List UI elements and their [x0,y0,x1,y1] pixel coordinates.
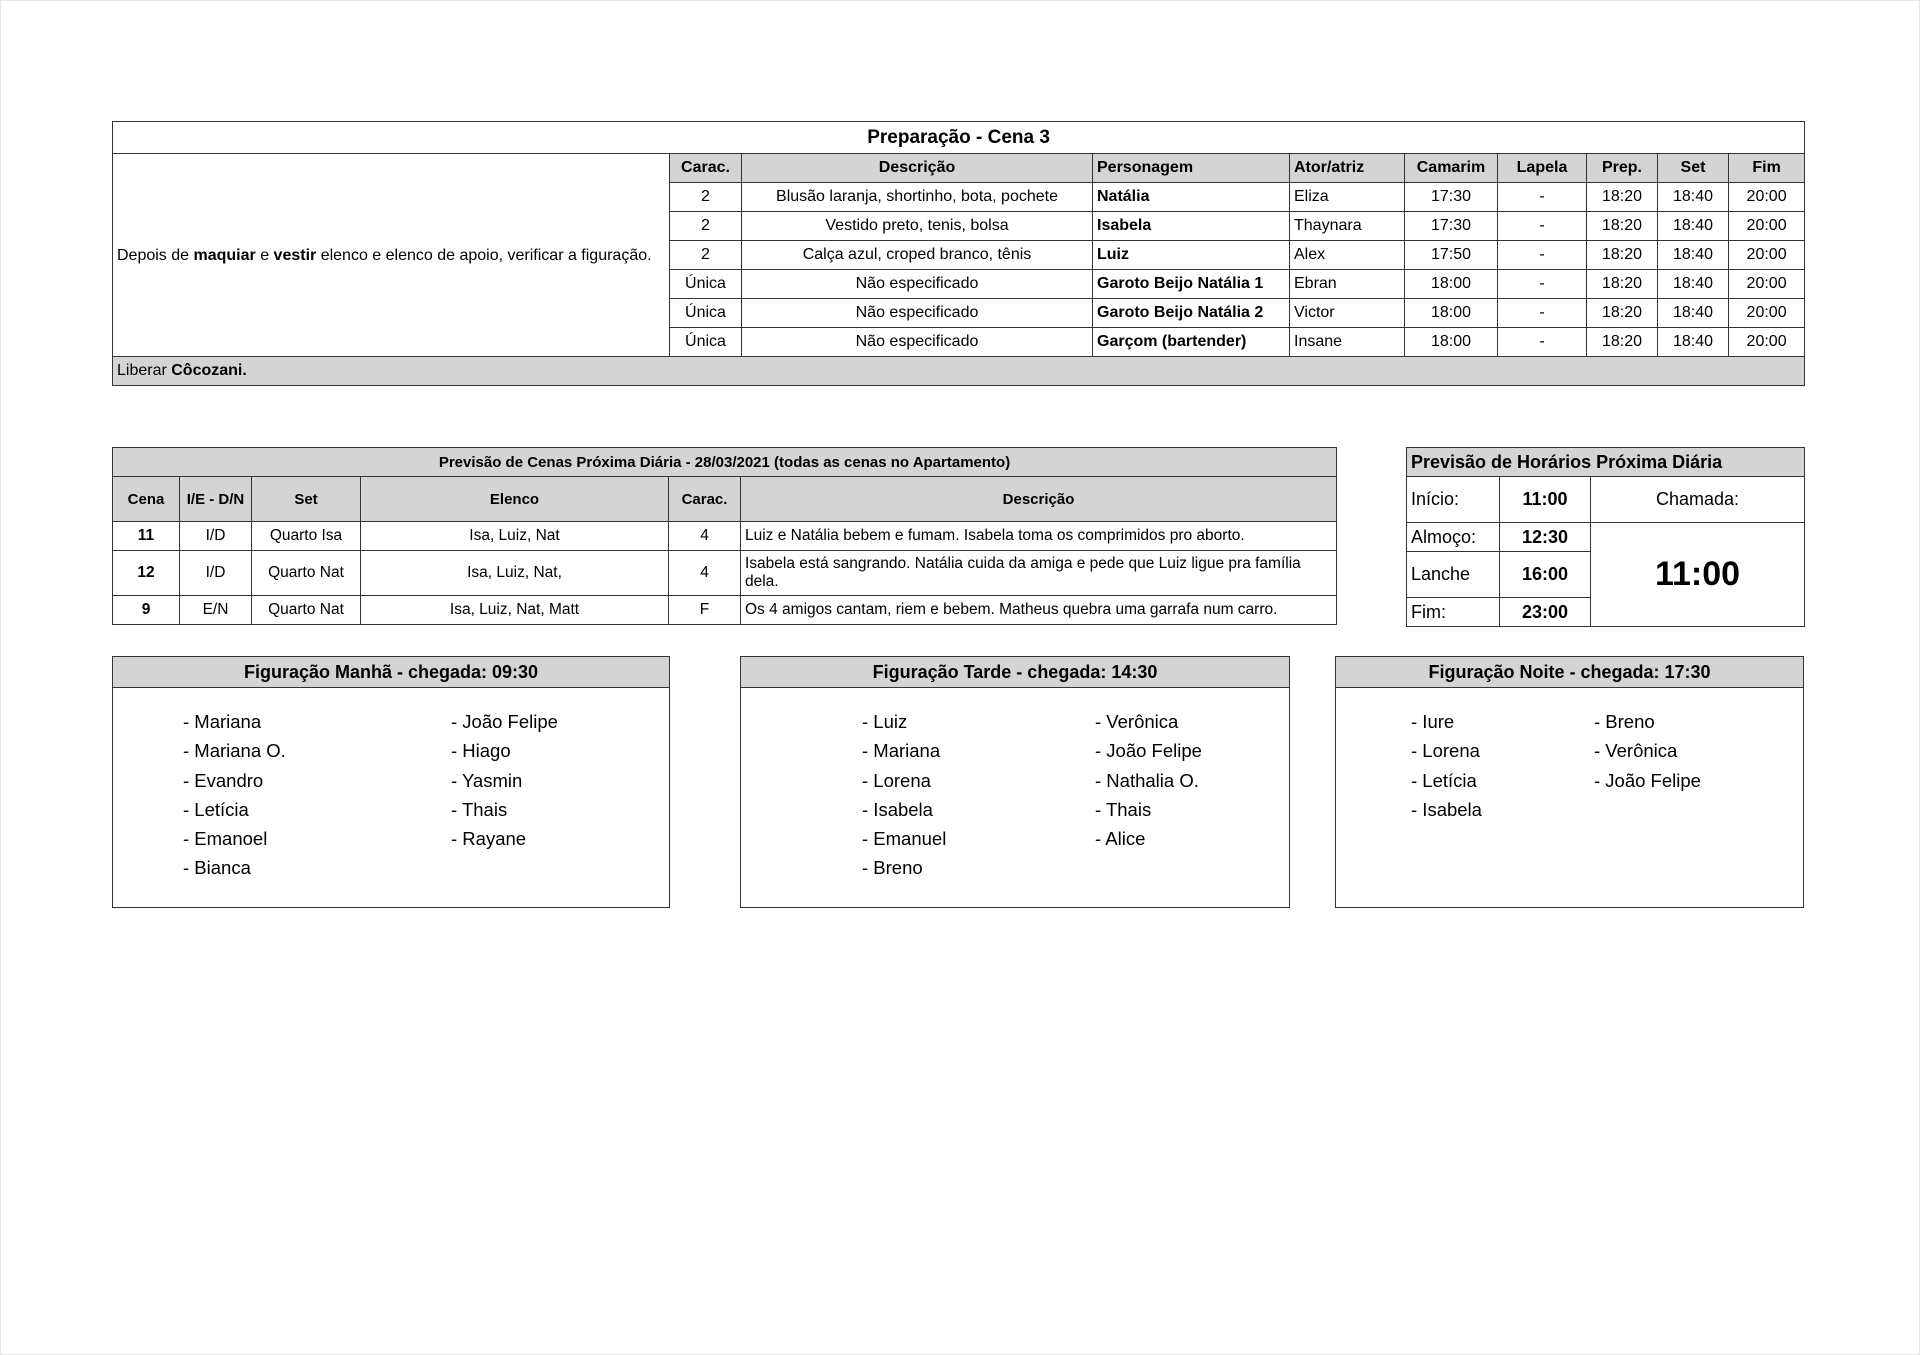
figuracao-tarde-col2 [1095,707,1202,853]
fim-label: Fim: [1407,598,1500,627]
cell-set: 18:40 [1658,328,1729,357]
cell-personagem: Garoto Beijo Natália 2 [1093,299,1290,328]
list-item: - Mariana O. [183,740,286,762]
cell-prep: 18:20 [1587,212,1658,241]
cell-ator: Eliza [1290,183,1405,212]
cell-descricao: Blusão laranja, shortinho, bota, pochete [742,183,1093,212]
cell-descricao: Calça azul, croped branco, tênis [742,241,1093,270]
cell-set: 18:40 [1658,241,1729,270]
chamada-label: Chamada: [1591,477,1805,523]
lanche-label: Lanche [1407,552,1500,598]
cell-set: Quarto Isa [252,522,361,551]
header-carac: Carac. [670,154,742,183]
cell-prep: 18:20 [1587,183,1658,212]
cell-prep: 18:20 [1587,241,1658,270]
cell-ied: I/D [180,551,252,596]
cell-elenco: Isa, Luiz, Nat [361,522,669,551]
preparacao-note: Depois de maquiar e vestir elenco e elenco de apoio, verificar a figuração. [113,154,670,357]
cell-descricao: Isabela está sangrando. Natália cuida da amiga e pede que Luiz ligue pra família dela. [741,551,1337,596]
list-item: - Yasmin [451,769,523,791]
header-elenco: Elenco [361,477,669,522]
cell-prep: 18:20 [1587,270,1658,299]
previsao-horarios-table [1406,447,1805,627]
cell-fim: 20:00 [1729,241,1805,270]
list-item: - Emanuel [862,828,947,850]
figuracao-manha-col2 [451,707,558,853]
cell-prep: 18:20 [1587,299,1658,328]
cell-personagem: Isabela [1093,212,1290,241]
cell-camarim: 18:00 [1405,328,1498,357]
cell-carac: 2 [670,241,742,270]
cell-camarim: 18:00 [1405,299,1498,328]
cell-ator: Ebran [1290,270,1405,299]
cell-personagem: Garoto Beijo Natália 1 [1093,270,1290,299]
figuracao-manha-box [112,656,670,908]
cell-carac: 2 [670,183,742,212]
cell-camarim: 17:50 [1405,241,1498,270]
cell-elenco: Isa, Luiz, Nat, [361,551,669,596]
cell-cena: 12 [113,551,180,596]
list-item: - Isabela [862,798,933,820]
list-item: - Breno [1594,711,1655,732]
header-prep: Prep. [1587,154,1658,183]
cell-ator: Alex [1290,241,1405,270]
chamada-value: 11:00 [1591,523,1805,627]
cell-personagem: Luiz [1093,241,1290,270]
header-carac: Carac. [669,477,741,522]
list-item: - Mariana [862,740,941,762]
inicio-value: 11:00 [1500,477,1591,523]
inicio-label: Início: [1407,477,1500,523]
cell-camarim: 17:30 [1405,212,1498,241]
list-item: - Thais [1095,798,1152,820]
cell-elenco: Isa, Luiz, Nat, Matt [361,596,669,625]
cell-fim: 20:00 [1729,328,1805,357]
cell-camarim: 18:00 [1405,270,1498,299]
almoco-value: 12:30 [1500,523,1591,552]
lanche-value: 16:00 [1500,552,1591,598]
cell-fim: 20:00 [1729,212,1805,241]
previsao-title: Previsão de Cenas Próxima Diária - 28/03/2021 (todas as cenas no Apartamento) [113,448,1337,477]
cell-camarim: 17:30 [1405,183,1498,212]
cell-carac: 2 [670,212,742,241]
list-item: - Emanoel [183,828,268,850]
figuracao-tarde-col1 [862,707,946,883]
cell-prep: 18:20 [1587,328,1658,357]
header-set: Set [1658,154,1729,183]
cell-fim: 20:00 [1729,270,1805,299]
fim-value: 23:00 [1500,598,1591,627]
cell-personagem: Garçom (bartender) [1093,328,1290,357]
cell-set: 18:40 [1658,299,1729,328]
list-item: - Nathalia O. [1095,769,1199,791]
list-item: - Isabela [1411,798,1482,820]
figuracao-manha-col1 [183,707,286,883]
cell-ator: Thaynara [1290,212,1405,241]
cell-carac: Única [670,328,742,357]
header-ied: I/E - D/N [180,477,252,522]
cell-set: Quarto Nat [252,596,361,625]
header-fim: Fim [1729,154,1805,183]
cell-carac: Única [670,299,742,328]
list-item: - Hiago [451,740,511,762]
previsao-cenas-table [112,447,1337,625]
list-item: - Luiz [862,711,908,732]
cell-cena: 9 [113,596,180,625]
cell-descricao: Não especificado [742,328,1093,357]
cell-set: Quarto Nat [252,551,361,596]
cell-descricao: Não especificado [742,270,1093,299]
cell-lapela: - [1498,299,1587,328]
list-item: - João Felipe [1594,769,1701,791]
list-item: - Breno [862,857,923,879]
figuracao-noite-box [1335,656,1804,908]
header-camarim: Camarim [1405,154,1498,183]
cell-lapela: - [1498,270,1587,299]
figuracao-manha-title: Figuração Manhã - chegada: 09:30 [113,657,669,688]
header-set: Set [252,477,361,522]
almoco-label: Almoço: [1407,523,1500,552]
cell-carac: 4 [669,522,741,551]
list-item: - Verônica [1594,740,1678,762]
list-item: - João Felipe [1095,740,1202,762]
cell-lapela: - [1498,241,1587,270]
cell-set: 18:40 [1658,270,1729,299]
cell-descricao: Vestido preto, tenis, bolsa [742,212,1093,241]
cell-fim: 20:00 [1729,299,1805,328]
list-item: - Rayane [451,828,527,850]
cell-ied: E/N [180,596,252,625]
list-item: - Iure [1411,711,1455,732]
cell-descricao: Não especificado [742,299,1093,328]
list-item: - Alice [1095,828,1146,850]
figuracao-noite-col2 [1594,707,1701,795]
cell-carac: F [669,596,741,625]
list-item: - Verônica [1095,711,1179,732]
cell-descricao: Luiz e Natália bebem e fumam. Isabela toma os comprimidos pro aborto. [741,522,1337,551]
header-personagem: Personagem [1093,154,1290,183]
list-item: - Bianca [183,857,251,879]
cell-ator: Insane [1290,328,1405,357]
list-item: - Lorena [862,769,931,791]
cell-carac: 4 [669,551,741,596]
cell-ator: Victor [1290,299,1405,328]
preparacao-table [112,121,1805,386]
cell-lapela: - [1498,328,1587,357]
list-item: - Letícia [1411,769,1477,791]
horarios-title: Previsão de Horários Próxima Diária [1407,448,1805,477]
list-item: - Lorena [1411,740,1480,762]
list-item: - João Felipe [451,711,558,732]
table-row [113,551,1337,596]
figuracao-noite-title: Figuração Noite - chegada: 17:30 [1336,657,1803,688]
list-item: - Mariana [183,711,262,732]
cell-carac: Única [670,270,742,299]
list-item: - Letícia [183,798,249,820]
cell-lapela: - [1498,212,1587,241]
cell-lapela: - [1498,183,1587,212]
preparacao-title: Preparação - Cena 3 [113,122,1805,154]
header-ator: Ator/atriz [1290,154,1405,183]
cell-ied: I/D [180,522,252,551]
header-lapela: Lapela [1498,154,1587,183]
cell-descricao: Os 4 amigos cantam, riem e bebem. Matheus quebra uma garrafa num carro. [741,596,1337,625]
table-row [113,522,1337,551]
table-row [113,596,1337,625]
list-item: - Thais [451,798,508,820]
header-descricao: Descrição [742,154,1093,183]
figuracao-tarde-title: Figuração Tarde - chegada: 14:30 [741,657,1289,688]
cell-cena: 11 [113,522,180,551]
header-descricao: Descrição [741,477,1337,522]
figuracao-tarde-box [740,656,1290,908]
cell-set: 18:40 [1658,212,1729,241]
figuracao-noite-col1 [1411,707,1482,824]
cell-fim: 20:00 [1729,183,1805,212]
cell-personagem: Natália [1093,183,1290,212]
release-note: Liberar Côcozani. [113,357,1805,386]
list-item: - Evandro [183,769,264,791]
cell-set: 18:40 [1658,183,1729,212]
header-cena: Cena [113,477,180,522]
